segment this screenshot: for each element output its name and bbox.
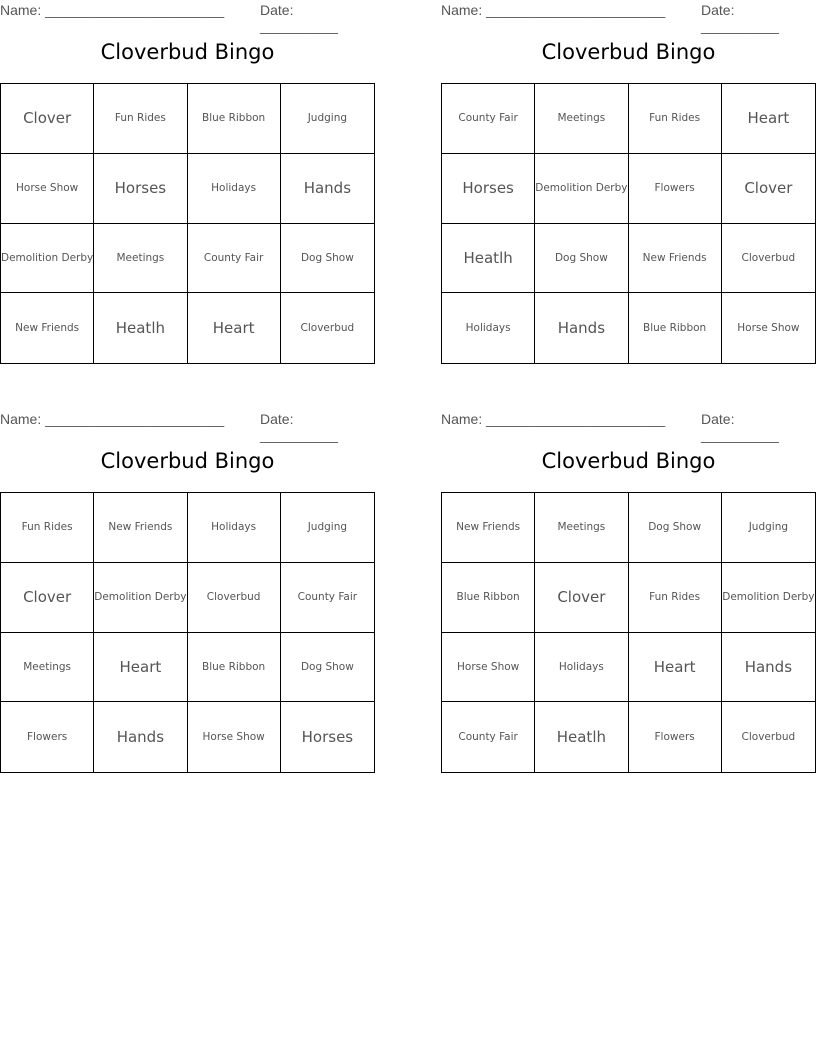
bingo-cell: Hands [535, 293, 628, 363]
bingo-cell: Heart [629, 633, 722, 703]
bingo-cell: Cloverbud [188, 563, 281, 633]
bingo-cell: Meetings [535, 493, 628, 563]
bingo-cell: New Friends [442, 493, 535, 563]
bingo-cell: Judging [281, 493, 374, 563]
name-line: Name: _______________________ [0, 2, 225, 18]
bingo-cell: Fun Rides [94, 84, 187, 154]
bingo-cell: Heart [188, 293, 281, 363]
bingo-cell: Dog Show [281, 633, 374, 703]
bingo-cell: Dog Show [629, 493, 722, 563]
bingo-cell: Demolition Derby [1, 224, 94, 294]
bingo-cell: New Friends [94, 493, 187, 563]
bingo-cell: Flowers [629, 702, 722, 772]
bingo-grid [0, 492, 375, 773]
bingo-cell: Holidays [188, 154, 281, 224]
bingo-cell: Meetings [1, 633, 94, 703]
bingo-cell: Meetings [94, 224, 187, 294]
date-line: Date: __________ [260, 411, 338, 443]
name-line: Name: _______________________ [441, 2, 666, 18]
bingo-cell: Horses [94, 154, 187, 224]
bingo-cell: Cloverbud [722, 224, 815, 294]
bingo-cell: Fun Rides [629, 563, 722, 633]
card-title: Cloverbud Bingo [541, 449, 716, 473]
bingo-cell: Blue Ribbon [629, 293, 722, 363]
date-line: Date: __________ [701, 411, 779, 443]
bingo-cell: Fun Rides [629, 84, 722, 154]
bingo-cell: Hands [281, 154, 374, 224]
bingo-cell: Cloverbud [300, 322, 355, 335]
card-title: Cloverbud Bingo [541, 40, 716, 64]
bingo-cell: Heatlh [442, 224, 535, 294]
card-header [441, 409, 816, 443]
card-header [0, 409, 375, 443]
bingo-cell: Judging [281, 84, 374, 154]
bingo-cell: Judging [722, 493, 815, 563]
bingo-grid [441, 492, 816, 773]
name-line: Name: _______________________ [441, 411, 666, 427]
bingo-cell: Meetings [535, 84, 628, 154]
bingo-grid [441, 83, 816, 364]
bingo-cell: Hands [94, 702, 187, 772]
bingo-cell: Clover [722, 154, 815, 224]
bingo-cell: Heart [94, 633, 187, 703]
bingo-cell: Clover [1, 563, 94, 633]
bingo-cell: New Friends [629, 224, 722, 294]
bingo-cell: Clover [1, 84, 94, 154]
card-title: Cloverbud Bingo [100, 449, 275, 473]
bingo-cell: Horse Show [1, 154, 94, 224]
bingo-cell: Holidays [188, 493, 281, 563]
bingo-cell: County Fair [281, 563, 374, 633]
bingo-cell: Blue Ribbon [188, 84, 281, 154]
bingo-cell: County Fair [442, 84, 535, 154]
name-line: Name: _______________________ [0, 411, 225, 427]
bingo-cell: Horses [301, 728, 354, 747]
bingo-cell: Horse Show [188, 702, 281, 772]
bingo-cell: Clover [535, 563, 628, 633]
bingo-cell: New Friends [1, 293, 94, 363]
bingo-cell: Heatlh [535, 702, 628, 772]
bingo-cell: Holidays [535, 633, 628, 703]
bingo-cell: Demolition Derby [94, 563, 187, 633]
bingo-grid [0, 83, 375, 364]
bingo-cell: Horse Show [442, 633, 535, 703]
bingo-cell: Demolition Derby [722, 563, 815, 633]
date-line: Date: __________ [701, 2, 779, 34]
bingo-cell: County Fair [442, 702, 535, 772]
bingo-cell: Cloverbud [741, 731, 796, 744]
bingo-cell: Blue Ribbon [188, 633, 281, 703]
bingo-cell: Horses [442, 154, 535, 224]
bingo-cell: Hands [722, 633, 815, 703]
bingo-cell: Heatlh [94, 293, 187, 363]
date-line: Date: __________ [260, 2, 338, 34]
card-header [0, 0, 375, 34]
card-title: Cloverbud Bingo [100, 40, 275, 64]
bingo-cell: Fun Rides [1, 493, 94, 563]
bingo-cell: Blue Ribbon [442, 563, 535, 633]
bingo-cell: Demolition Derby [535, 154, 628, 224]
bingo-cell: Heart [722, 84, 815, 154]
bingo-cell: Dog Show [535, 224, 628, 294]
bingo-cell: Flowers [1, 702, 94, 772]
card-header [441, 0, 816, 34]
bingo-cell: Horse Show [737, 322, 800, 335]
bingo-cell: County Fair [188, 224, 281, 294]
bingo-cell: Holidays [442, 293, 535, 363]
bingo-cell: Flowers [629, 154, 722, 224]
bingo-cell: Dog Show [281, 224, 374, 294]
